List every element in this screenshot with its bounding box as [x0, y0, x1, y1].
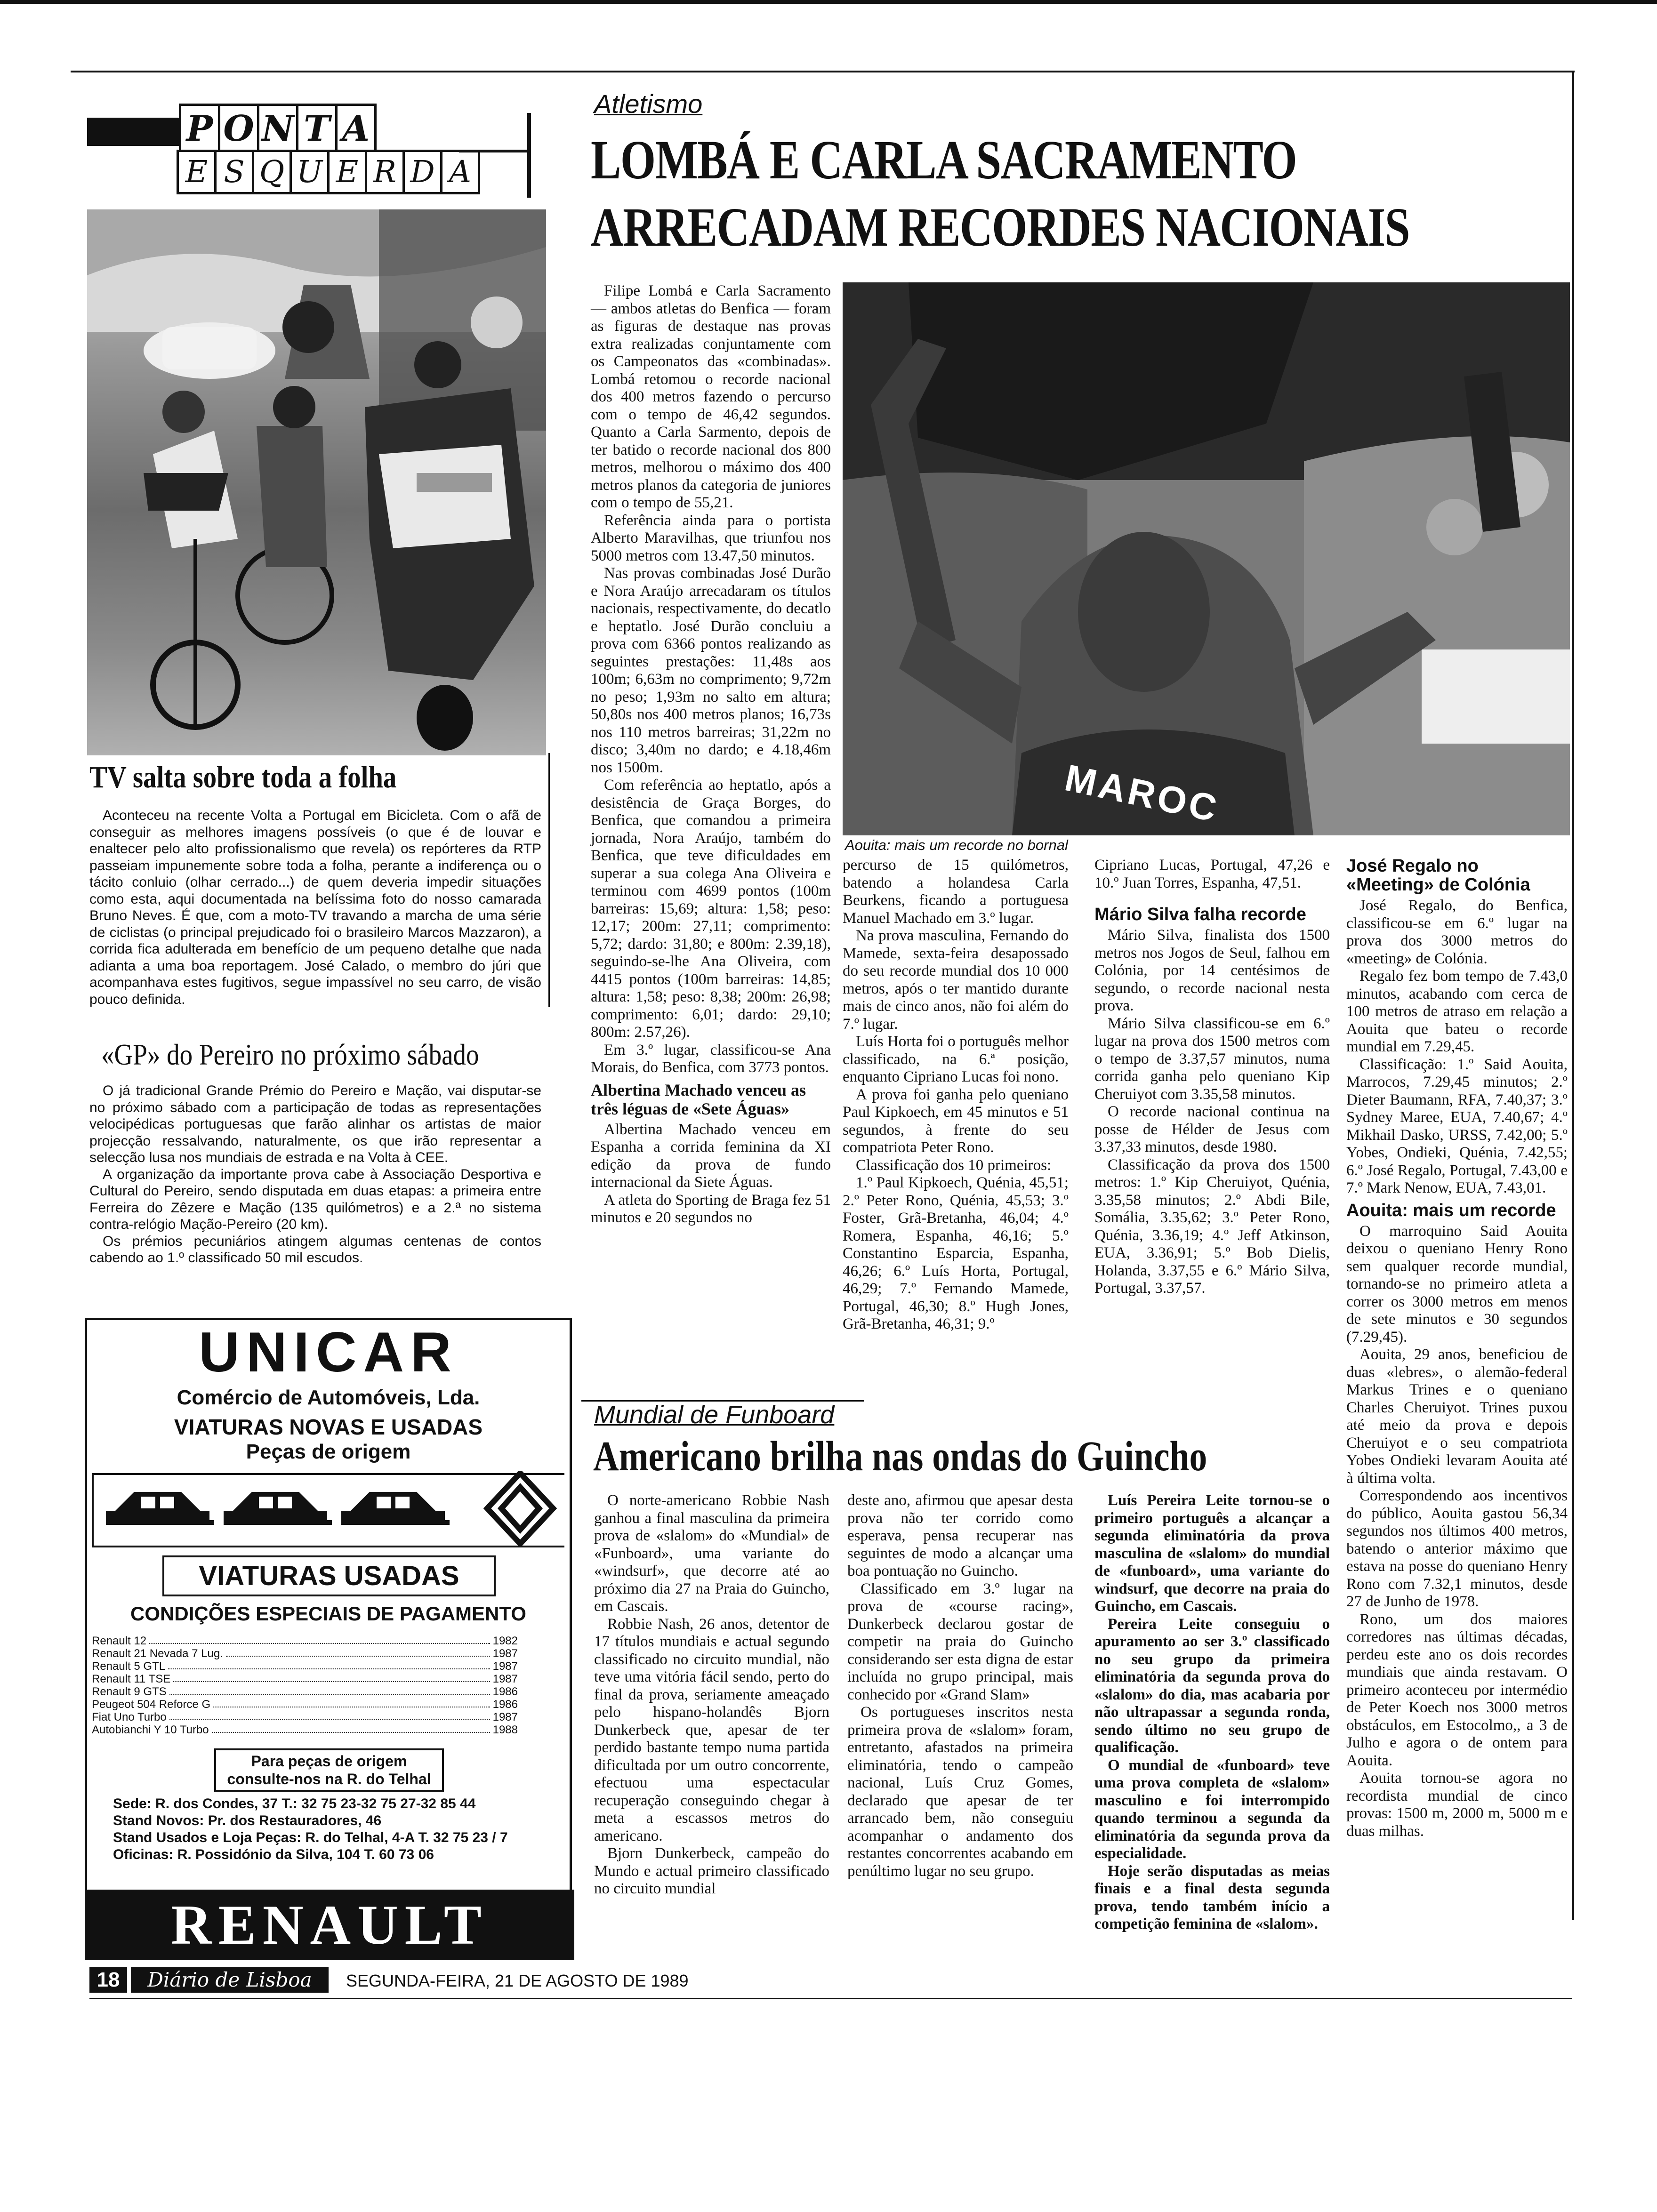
- aouita-p: Correspondendo aos incentivos do público, Aouita gastou 56,34 segundos nos últimos 400 metros, batendo o anterior máximo que estava na posse do queniano Henry Rono com 7.32,1 minutos, desde 27 de Junho de 1978.: [1346, 1487, 1568, 1610]
- used-car-row: [92, 1711, 518, 1723]
- tv-paragraph: Aconteceu na recente Volta a Portugal em Bicicleta. Com o afã de conseguir as melhores imagens possíveis (o que é de louvar e enaltecer pelo alto profissionalismo que revela) os repórteres da RTP passeiam impunemente sobre toda a folha, perante a indiferença ou o tácito conluio (olhar cerrado...) de quem deveria impedir situações como esta, aqui documentada na belíssima foto do nosso camarada Bruno Neves. É que, com a moto-TV travando a marcha de uma série de ciclistas (o principal prejudicado foi o brasileiro Marcos Mazzaron), a corrida fica adulterada em benefício de um pequeno detalhe que nada adianta a uma boa reportagem. José Calado, o membro do júri que acompanhava estes fugitivos, segue impassível no seu carro, de visão pouco definida.: [89, 808, 541, 1007]
- athletics-col2-p: Na prova masculina, Fernando do Mamede, sexta-feira desapossado do seu recorde mundial dos 10 000 metros, após o ter mantido durante mais de cinco anos, não foi além do 7.º lugar.: [843, 927, 1069, 1033]
- aouita-p: Aouita tornou-se agora no recordista mundial de cinco provas: 1500 m, 2000 m, 5000 m e duas milhas.: [1346, 1770, 1568, 1840]
- athletics-col2-p: percurso de 15 quilómetros, batendo a holandesa Carla Beurkens, ficando a portuguesa Manuel Machado em 3.º lugar.: [843, 857, 1069, 927]
- leader-dots: [149, 1635, 490, 1644]
- leader-dots: [212, 1723, 490, 1733]
- footer-date: SEGUNDA-FEIRA, 21 DE AGOSTO DE 1989: [346, 1971, 689, 1990]
- logo-letter: Q: [252, 150, 292, 194]
- bottom-rule: [89, 1998, 1572, 1999]
- used-title: VIATURAS USADAS: [162, 1555, 496, 1596]
- logo-bar-2: [459, 150, 530, 152]
- athletics-col3-p: Classificação da prova dos 1500 metros: 1.º Kip Cheruiyot, Quénia, 3.35,58 minutos; 2.º Abdi Bile, Somália, 3.35,62; 3.º Peter Rono, Quénia, 3.36,19; 4.º Jeff Atkinson, EUA, 3.36,91; 5.º Bob Dielis, Holanda, 3.37,55 e 6.º Mário Silva, Portugal, 3.37,57.: [1094, 1156, 1330, 1297]
- car-year: 1982: [492, 1635, 518, 1647]
- silva-subhead: Mário Silva falha recorde: [1094, 905, 1306, 924]
- ad-address-line: Stand Usados e Loja Peças: R. do Telhal, 4-A T. 32 75 23 / 7: [113, 1830, 508, 1845]
- car-model: Renault 21 Nevada 7 Lug.: [92, 1647, 223, 1660]
- car-year: 1987: [492, 1647, 518, 1660]
- athletics-col1-p: Com referência ao heptatlo, após a desistência de Graça Borges, do Benfica, que comandou a primeira jornada, Nora Araújo, também do Benfica, que teve dificuldades em superar a sua colega Ana Oliveira e terminou com 4699 pontos (100m barreiras: 15,69; altura: 1,58; peso: 12,17; 200m: 27,11; comprimento: 5,72; dardo: 31,80; e 800m: 2.39,18), seguindo-se-lhe Ana Oliveira, com 4415 pontos (100m barreiras: 14,85; altura: 1,58; peso: 8,38; 200m: 26,98; comprimento: 6,01; dardo: 29,10; 800m: 2.57,26).: [591, 777, 831, 1041]
- funboard-col2-p: Os portugueses inscritos nesta primeira prova de «slalom» foram, entretanto, afastados na primeira eliminatória, tendo o campeão nacional, Luís Cruz Gomes, declarado que apesar de ter arrancado bem, não conseguiu acompanhar o andamento dos restantes concorrentes acabando em penúltimo lugar no seu grupo.: [847, 1704, 1073, 1880]
- aouita-p: Aouita, 29 anos, beneficiou de duas «lebres», o alemão-federal Markus Trines e o queniano Charles Cheruiyot. Trines puxou até meio da prova e depois Cheruiyot e o seu compatriota Yobes Ondieki levaram Aouita até à última volta.: [1346, 1346, 1568, 1487]
- unicar-ad: [85, 1318, 572, 1892]
- parts-note-2: consulte-nos na R. do Telhal: [227, 1771, 431, 1787]
- used-car-row: [92, 1635, 518, 1647]
- funboard-col3-p: Hoje serão disputadas as meias finais e a final desta segunda prova, tendo também início a competição feminina de «slalom».: [1094, 1862, 1330, 1932]
- leader-dots: [226, 1647, 490, 1657]
- athletics-headline-2: ARRECADAM RECORDES NACIONAIS: [591, 196, 1409, 258]
- athletics-col4-p: Regalo fez bom tempo de 7.43,0 minutos, acabando com cerca de 100 metros de atraso em relação a Aouita que bateu o recorde mundial em 7.29,45.: [1346, 968, 1568, 1055]
- gp-paragraph-3: Os prémios pecuniários atingem algumas centenas de contos cabendo ao 1.º classificado 50 mil escudos.: [89, 1233, 541, 1266]
- used-car-row: [92, 1647, 518, 1660]
- page-frame-top: [71, 71, 1575, 72]
- aouita-caption: Aouita: mais um recorde no bornal: [845, 837, 1068, 853]
- masthead-box: [131, 1967, 329, 1993]
- leader-dots: [168, 1660, 490, 1669]
- ad-address-line: Stand Novos: Pr. dos Restauradores, 46: [113, 1813, 382, 1828]
- page-frame-right: [1572, 71, 1574, 1920]
- athletics-col-2: [843, 857, 1069, 1333]
- tv-side-rule: [548, 753, 550, 1007]
- unicar-company: Comércio de Automóveis, Lda.: [177, 1386, 480, 1409]
- used-car-row: [92, 1673, 518, 1685]
- funboard-col2-p: deste ano, afirmou que apesar desta prova não ter corrido como esperava, pensa recuperar nas seguintes de modo a alcançar uma boa pontuação no Guincho.: [847, 1492, 1073, 1579]
- renault-banner: [85, 1890, 574, 1960]
- tv-text: [89, 807, 541, 1008]
- gp-paragraph-1: O já tradicional Grande Prémio do Pereiro e Mação, vai disputar-se no próximo sábado com a participação de todas as representações velocipédicas portuguesas que farão alinhar os artistas de maior projecção ressalvando, naturalmente, os que irão representar a selecção lusa nos mundiais de estrada e na Volta à CEE.: [89, 1083, 541, 1165]
- car-year: 1987: [492, 1711, 518, 1723]
- car-model: Renault 11 TSE: [92, 1673, 171, 1685]
- car-model: Renault 9 GTS: [92, 1685, 167, 1698]
- car-model: Autobianchi Y 10 Turbo: [92, 1723, 209, 1736]
- cycling-photo: [87, 209, 546, 755]
- leader-dots: [169, 1685, 490, 1695]
- athletics-col4-p: José Regalo, do Benfica, classificou-se em 6.º lugar na prova dos 3000 metros do «meeting» de Colónia.: [1346, 897, 1568, 967]
- parts-note-box: [214, 1748, 444, 1792]
- shirt-text: MAROC: [1061, 756, 1223, 830]
- parts-note-1: Para peças de origem: [251, 1753, 407, 1770]
- funboard-col2-p: Classificado em 3.º lugar na prova de «course racing», Dunkerbeck declarou gostar de competir na praia do Guincho considerando ser esta digna de estar incluída no grupo principal, mais conhecido por «Grand Slam»: [847, 1580, 1073, 1703]
- used-car-list: [92, 1635, 518, 1736]
- funboard-col3-p: Luís Pereira Leite tornou-se o primeiro português a alcançar a segunda eliminatória da prova masculina de «slalom» do mundial de «funboard», uma variante do windsurf, que decorre na praia do Guincho, em Cascais.: [1094, 1492, 1330, 1615]
- athletics-col3-p: Mário Silva classificou-se em 6.º lugar na prova dos 1500 metros com o tempo de 3.37,57 minutos, numa corrida ganha pelo queniano Kip Cheruiyot com 3.35,58 minutos.: [1094, 1015, 1330, 1103]
- ad-addresses: [113, 1795, 565, 1863]
- logo-letter: N: [257, 104, 298, 153]
- albertina-subhead: Albertina Machado venceu as três léguas de «Sete Águas»: [591, 1080, 806, 1118]
- ponta-esquerda-logo: [87, 94, 539, 207]
- athletics-col2-p: Luís Horta foi o português melhor classificado, na 6.ª posição, enquanto Cipriano Lucas foi nono.: [843, 1033, 1069, 1085]
- logo-letter: S: [214, 150, 254, 194]
- aouita-p: O marroquino Said Aouita deixou o queniano Henry Rono sem qualquer recorde mundial, tornando-se no primeiro atleta a correr os 3000 metros em menos de sete minutos e 30 segundos (7.29,45).: [1346, 1222, 1568, 1346]
- aouita-p: Rono, um dos maiores corredores nas últimas décadas, perdeu este ano os dois recordes mundiais que ainda restavam. O primeiro aconteceu por intermédio de Peter Koech nos 3000 metros obstáculos, em Estocolmo,, a 3 de Julho e agora o de ontem para Aouita.: [1346, 1611, 1568, 1769]
- footer: [89, 1967, 796, 1996]
- car-model: Fiat Uno Turbo: [92, 1711, 167, 1723]
- ad-address-line: Sede: R. dos Condes, 37 T.: 32 75 23-32 75 27-32 85 44: [113, 1796, 476, 1811]
- funboard-headline: Americano brilha nas ondas do Guincho: [593, 1433, 1207, 1480]
- logo-letter: T: [296, 104, 338, 153]
- athletics-col-4: [1346, 857, 1568, 1840]
- leader-dots: [169, 1711, 490, 1720]
- athletics-kicker: Atletismo: [594, 89, 703, 119]
- regalo-subhead: José Regalo no «Meeting» de Colónia: [1346, 856, 1530, 895]
- athletics-col4-p: Classificação: 1.º Said Aouita, Marrocos, 7.29,45 minutos; 2.º Dieter Baumann, RFA, 7.40,37; 3.º Sydney Maree, EUA, 7.40,67; 4.º Mikhail Dasko, URSS, 7.42,00; 5.º Yobes, Ondieki, Quénia, 7.42,55; 6.º José Regalo, Portugal, 7.43,00 e 7.º Mark Nenow, EUA, 7.43,01.: [1346, 1056, 1568, 1196]
- gp-paragraph-2: A organização da importante prova cabe à Associação Desportiva e Cultural do Pereiro, sendo disputada em duas etapas: a primeira entre Ferreira do Zêzere e Mação (135 quilómetros) e a 2.ª no sistema contra-relógio Mação-Pereiro (20 km).: [89, 1166, 541, 1232]
- leader-dots: [173, 1673, 490, 1682]
- top-rule: [0, 0, 1657, 4]
- gp-headline: «GP» do Pereiro no próximo sábado: [101, 1038, 479, 1071]
- funboard-col-3: [1094, 1492, 1330, 1933]
- funboard-col-1: [594, 1492, 829, 1898]
- used-car-row: [92, 1698, 518, 1711]
- cycling-photo-illustration: [87, 209, 546, 755]
- car-year: 1987: [492, 1673, 518, 1685]
- used-car-row: [92, 1723, 518, 1736]
- logo-letter: O: [218, 104, 259, 153]
- logo-letter: U: [290, 150, 330, 194]
- ad-address-line: Oficinas: R. Possidónio da Silva, 104 T. 60 73 06: [113, 1847, 434, 1862]
- funboard-col-2: [847, 1492, 1073, 1880]
- athletics-col3-p: O recorde nacional continua na posse de Hélder de Jesus com 3.37,33 minutos, desde 1980.: [1094, 1103, 1330, 1155]
- logo-letter: R: [365, 150, 405, 194]
- logo-letter: E: [327, 150, 367, 194]
- conditions: CONDIÇÕES ESPECIAIS DE PAGAMENTO: [130, 1603, 526, 1625]
- funboard-col1-p: O norte-americano Robbie Nash ganhou a final masculina da primeira prova de «slalom» do «Mundial» de «Funboard», uma variante do «windsurf», que decorre até ao próximo dia 27 na Praia do Guincho, em Cascais.: [594, 1492, 829, 1615]
- page-number: 18: [89, 1967, 127, 1993]
- athletics-col3-top: Cipriano Lucas, Portugal, 47,26 e 10.º Juan Torres, Espanha, 47,51.: [1094, 857, 1330, 891]
- funboard-col3-p: Pereira Leite conseguiu o apuramento ao ser 3.º classificado no seu grupo da primeira eliminatória da segunda prova do «slalom» do dia, mas acabaria por não ultrapassar a segunda ronda, sendo último no seu grupo de qualificação.: [1094, 1615, 1330, 1756]
- car-year: 1988: [492, 1723, 518, 1736]
- masthead: Diário de Lisboa: [147, 1968, 312, 1991]
- athletics-col2-p: Classificação dos 10 primeiros:: [856, 1156, 1052, 1174]
- logo-row-ponta: [181, 104, 377, 153]
- athletics-col2-p: A prova foi ganha pelo queniano Paul Kipkoech, em 45 minutos e 51 segundos, à frente do seu compatriota Peter Rono.: [843, 1086, 1069, 1156]
- athletics-col-1: [591, 282, 831, 1227]
- unicar-brand: UNICAR: [199, 1321, 458, 1384]
- aouita-photo-illustration: [843, 282, 1570, 835]
- logo-letter: D: [402, 150, 442, 194]
- ad-line-2: Peças de origem: [246, 1440, 411, 1463]
- car-year: 1986: [492, 1698, 518, 1711]
- funboard-col3-p: O mundial de «funboard» teve uma prova completa de «slalom» masculino e foi interrompido quando terminou a segunda da eliminatória da segunda prova da especialidade.: [1094, 1756, 1330, 1862]
- athletics-col2-p: 1.º Paul Kipkoech, Quénia, 45,51; 2.º Peter Rono, Quénia, 45,53; 3.º Foster, Grã-Bretanha, 46,04; 4.º Romera, Espanha, 46,16; 5.º Constantino Esparcia, Espanha, 46,26; 6.º Luís Horta, Portugal, 46,29; 7.º Fernando Mamede, Portugal, 46,30; 8.º Hugh Jones, Grã-Bretanha, 46,31; 9.º: [843, 1174, 1069, 1332]
- logo-bar: [87, 118, 181, 146]
- aouita-subhead: Aouita: mais um recorde: [1346, 1200, 1556, 1220]
- albertina-p: A atleta do Sporting de Braga fez 51 minutos e 20 segundos no: [591, 1191, 831, 1226]
- athletics-col1-p: Nas provas combinadas José Durão e Nora Araújo arrecadaram os títulos nacionais, respectivamente, do decatlo e heptatlo. José Durão concluiu a prova com 6366 pontos realizando as seguintes prestações: 11,48s aos 100m; 6,63m no comprimento; 9,72m no peso; 1,93m no salto em altura; 50,80s nos 400 metros planos; 16,73s nos 110 metros barreiras; 31,22m no disco; 3,40m no dardo; e 4.18,46m nos 1500m.: [591, 565, 831, 776]
- renault-wordmark: RENAULT: [171, 1893, 488, 1956]
- athletics-col-3: [1094, 857, 1330, 1298]
- leader-dots: [213, 1698, 490, 1707]
- used-car-row: [92, 1685, 518, 1698]
- athletics-col1-p: Filipe Lombá e Carla Sacramento — ambos atletas do Benfica — foram as figuras de destaque nas provas extra realizadas conjuntamente com os Campeonatos das «combinadas». Lombá retomou o recorde nacional dos 400 metros fazendo o percurso com o tempo de 46,42 segundos. Quanto a Carla Sarmento, depois de ter batido o recorde nacional dos 800 metros, melhorou o máximo dos 400 metros planos da categoria de juniores com o tempo de 55,21.: [591, 282, 831, 511]
- car-model: Renault 12: [92, 1635, 147, 1647]
- used-car-row: [92, 1660, 518, 1673]
- renault-diamond-icon: [483, 1471, 558, 1546]
- car-icons-bar: [92, 1473, 563, 1544]
- athletics-col1-p: Referência ainda para o portista Alberto Maravilhas, que triunfou nos 5000 metros com 13.47,50 minutos.: [591, 512, 831, 564]
- funboard-col1-p: Robbie Nash, 26 anos, detentor de 17 títulos mundiais e actual segundo classificado no circuito mundial, não teve uma vitória fácil sendo, perto do final da prova, seriamente ameaçado pelo hispano-holandês Bjorn Dunkerbeck que, apesar de ter perdido bastante tempo numa partida dificultada por um outro concorrente, efectuou uma espectacular recuperação conseguindo chegar à meta a escassos metros do americano.: [594, 1615, 829, 1844]
- car-model: Renault 5 GTL: [92, 1660, 166, 1673]
- car-model: Peugeot 504 Reforce G: [92, 1698, 211, 1711]
- funboard-kicker: Mundial de Funboard: [594, 1401, 835, 1429]
- ad-line-1: VIATURAS NOVAS E USADAS: [174, 1415, 483, 1439]
- car-icon-row: [106, 1483, 464, 1534]
- logo-letter: A: [440, 150, 480, 194]
- logo-letter: P: [179, 104, 220, 153]
- aouita-photo: [843, 282, 1570, 835]
- tv-headline: TV salta sobre toda a folha: [89, 760, 397, 794]
- car-year: 1987: [492, 1660, 518, 1673]
- athletics-col3-p: Mário Silva, finalista dos 1500 metros nos Jogos de Seul, falhou em Colónia, por 14 centésimos de segundo, o recorde nacional nesta prova.: [1094, 927, 1330, 1014]
- athletics-headline-1: LOMBÁ E CARLA SACRAMENTO: [591, 129, 1297, 191]
- albertina-p: Albertina Machado venceu em Espanha a corrida feminina da XI edição da prova de fundo internacional da Siete Águas.: [591, 1121, 831, 1191]
- logo-row-esquerda: [179, 150, 480, 194]
- logo-vertical: [527, 113, 531, 198]
- logo-letter: E: [177, 150, 217, 194]
- funboard-col1-p: Bjorn Dunkerbeck, campeão do Mundo e actual primeiro classificado no circuito mundial: [594, 1845, 829, 1897]
- car-year: 1986: [492, 1685, 518, 1698]
- gp-text: [89, 1082, 541, 1266]
- athletics-col1-p: Em 3.º lugar, classificou-se Ana Morais, do Benfica, com 3773 pontos.: [591, 1041, 831, 1076]
- logo-letter: A: [335, 104, 377, 153]
